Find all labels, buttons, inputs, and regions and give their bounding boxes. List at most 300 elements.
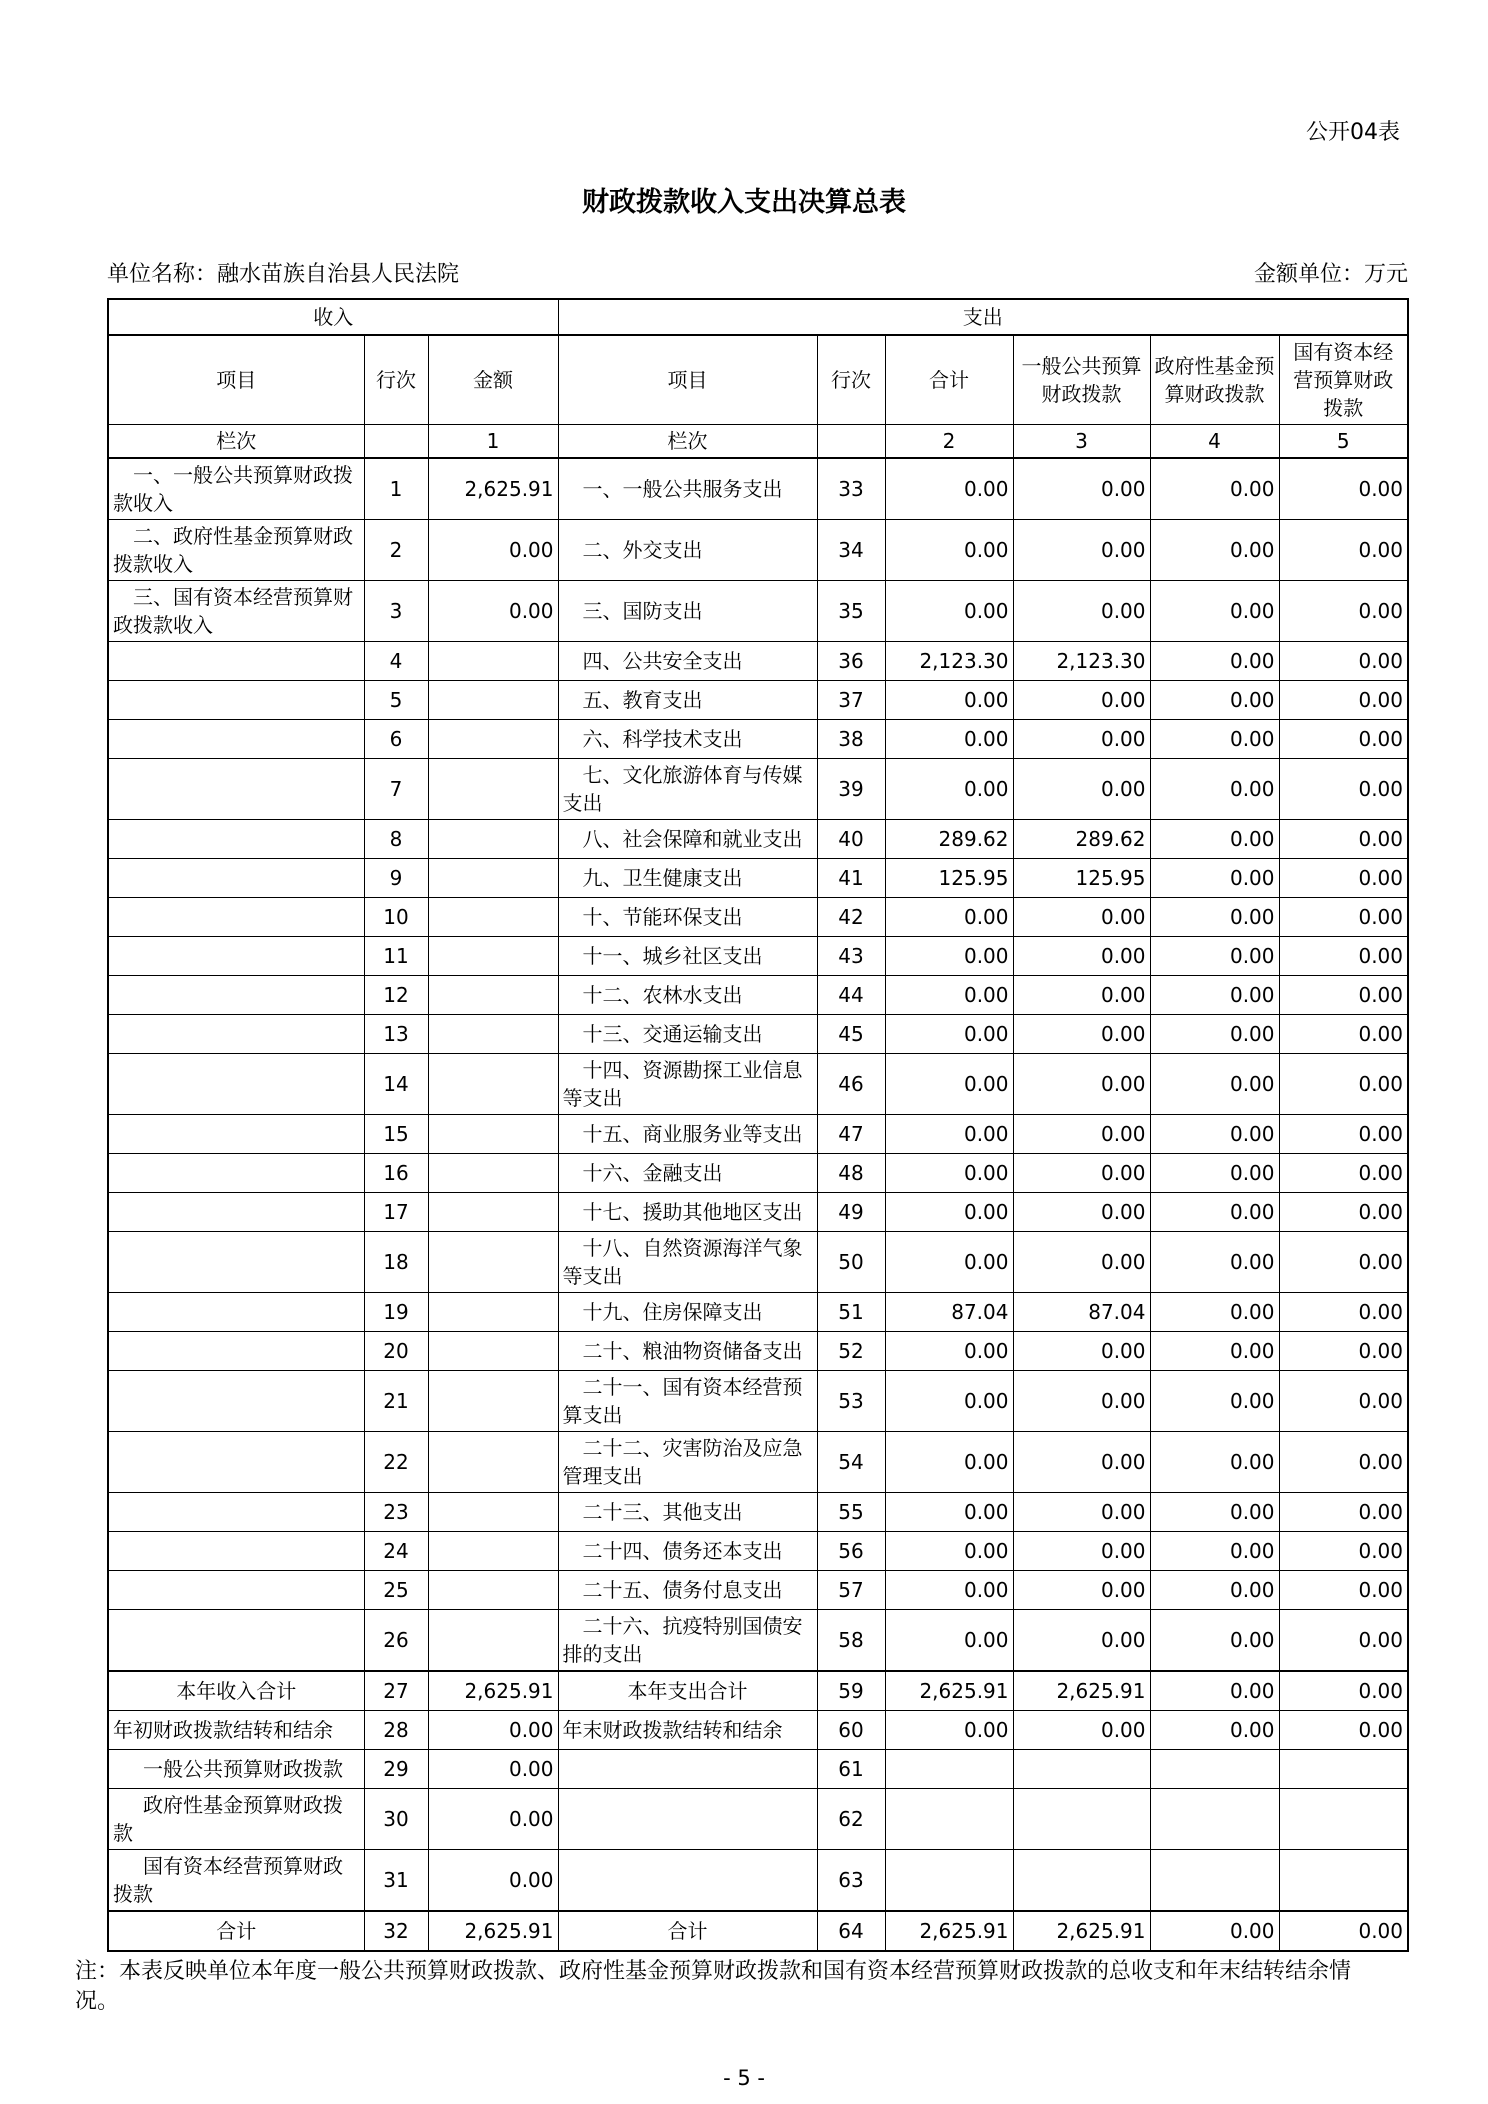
income-amount-cell xyxy=(428,1232,558,1293)
expense-line-cell: 63 xyxy=(817,1850,885,1912)
income-line-cell: 30 xyxy=(364,1789,428,1850)
expense-line-cell: 44 xyxy=(817,976,885,1015)
income-line-cell: 19 xyxy=(364,1293,428,1332)
expense-govfund-cell: 0.00 xyxy=(1150,1015,1279,1054)
expense-total-cell: 2,625.91 xyxy=(885,1671,1013,1711)
table-row xyxy=(108,1054,1408,1115)
expense-statecap-cell: 0.00 xyxy=(1279,1015,1408,1054)
expense-line-cell: 59 xyxy=(817,1671,885,1711)
expense-govfund-index: 4 xyxy=(1150,425,1279,459)
table-row xyxy=(108,1750,1408,1789)
income-amount-cell xyxy=(428,1154,558,1193)
expense-total-cell: 289.62 xyxy=(885,820,1013,859)
expense-general-cell: 0.00 xyxy=(1013,1332,1150,1371)
income-item-cell xyxy=(108,1432,364,1493)
income-line-cell: 29 xyxy=(364,1750,428,1789)
expense-general-cell: 0.00 xyxy=(1013,581,1150,642)
expense-item-cell: 二十五、债务付息支出 xyxy=(558,1571,817,1610)
income-amount-cell xyxy=(428,859,558,898)
expense-line-cell: 53 xyxy=(817,1371,885,1432)
expense-item-cell: 二十四、债务还本支出 xyxy=(558,1532,817,1571)
expense-item-cell: 十九、住房保障支出 xyxy=(558,1293,817,1332)
income-amount-cell: 0.00 xyxy=(428,520,558,581)
income-item-cell xyxy=(108,976,364,1015)
expense-general-cell: 0.00 xyxy=(1013,1054,1150,1115)
expense-line-cell: 61 xyxy=(817,1750,885,1789)
income-item-cell xyxy=(108,1193,364,1232)
expense-item-cell: 八、社会保障和就业支出 xyxy=(558,820,817,859)
income-item-cell xyxy=(108,898,364,937)
expense-statecap-cell: 0.00 xyxy=(1279,1911,1408,1951)
table-row xyxy=(108,898,1408,937)
expense-item-cell: 十三、交通运输支出 xyxy=(558,1015,817,1054)
income-line-cell: 16 xyxy=(364,1154,428,1193)
expense-line-cell: 62 xyxy=(817,1789,885,1850)
expense-govfund-cell: 0.00 xyxy=(1150,1332,1279,1371)
income-amount-cell xyxy=(428,1115,558,1154)
income-line-cell: 20 xyxy=(364,1332,428,1371)
expense-govfund-cell: 0.00 xyxy=(1150,1711,1279,1750)
expense-statecap-cell: 0.00 xyxy=(1279,937,1408,976)
expense-total-cell xyxy=(885,1750,1013,1789)
income-item-cell: 二、政府性基金预算财政拨款收入 xyxy=(108,520,364,581)
expense-line-cell: 52 xyxy=(817,1332,885,1371)
table-row xyxy=(108,1193,1408,1232)
income-amount-cell xyxy=(428,898,558,937)
expense-statecap-cell: 0.00 xyxy=(1279,681,1408,720)
table-row xyxy=(108,1293,1408,1332)
expense-statecap-cell: 0.00 xyxy=(1279,1371,1408,1432)
expense-govfund-cell: 0.00 xyxy=(1150,642,1279,681)
expense-item-cell: 十七、援助其他地区支出 xyxy=(558,1193,817,1232)
expense-line-cell: 60 xyxy=(817,1711,885,1750)
expense-item-cell: 六、科学技术支出 xyxy=(558,720,817,759)
income-amount-cell: 0.00 xyxy=(428,581,558,642)
expense-statecap-cell: 0.00 xyxy=(1279,898,1408,937)
income-line-cell: 24 xyxy=(364,1532,428,1571)
expense-item-cell: 十八、自然资源海洋气象等支出 xyxy=(558,1232,817,1293)
expense-total-cell: 0.00 xyxy=(885,1193,1013,1232)
table-row xyxy=(108,1671,1408,1711)
table-row xyxy=(108,759,1408,820)
expense-total-cell: 0.00 xyxy=(885,1432,1013,1493)
expense-line-cell: 45 xyxy=(817,1015,885,1054)
income-amount-cell: 2,625.91 xyxy=(428,1671,558,1711)
income-item-cell xyxy=(108,642,364,681)
table-row xyxy=(108,1789,1408,1850)
income-line-index xyxy=(364,425,428,459)
expense-general-cell: 2,625.91 xyxy=(1013,1671,1150,1711)
expense-total-cell: 0.00 xyxy=(885,898,1013,937)
income-amount-cell xyxy=(428,1493,558,1532)
expense-general-cell xyxy=(1013,1750,1150,1789)
expense-statecap-cell: 0.00 xyxy=(1279,1610,1408,1672)
expense-item-cell: 二十、粮油物资储备支出 xyxy=(558,1332,817,1371)
table-body xyxy=(108,458,1408,1951)
income-amount-cell xyxy=(428,1193,558,1232)
expense-statecap-cell: 0.00 xyxy=(1279,1115,1408,1154)
income-amount-index: 1 xyxy=(428,425,558,459)
expense-statecap-cell: 0.00 xyxy=(1279,642,1408,681)
table-row xyxy=(108,1532,1408,1571)
expense-govfund-cell: 0.00 xyxy=(1150,1911,1279,1951)
table-row xyxy=(108,1911,1408,1951)
expense-statecap-cell: 0.00 xyxy=(1279,1493,1408,1532)
income-amount-header: 金额 xyxy=(428,335,558,425)
expense-statecap-cell: 0.00 xyxy=(1279,581,1408,642)
doc-tag: 公开04表 xyxy=(1306,120,1400,145)
expense-statecap-cell: 0.00 xyxy=(1279,1571,1408,1610)
expense-item-cell: 五、教育支出 xyxy=(558,681,817,720)
expense-statecap-cell: 0.00 xyxy=(1279,1232,1408,1293)
expense-general-cell: 0.00 xyxy=(1013,458,1150,520)
table-row xyxy=(108,1493,1408,1532)
income-item-cell xyxy=(108,1610,364,1672)
expense-general-cell: 0.00 xyxy=(1013,1193,1150,1232)
expense-govfund-cell: 0.00 xyxy=(1150,1154,1279,1193)
expense-govfund-cell: 0.00 xyxy=(1150,1115,1279,1154)
expense-govfund-cell: 0.00 xyxy=(1150,1493,1279,1532)
expense-govfund-cell: 0.00 xyxy=(1150,1610,1279,1672)
income-item-cell xyxy=(108,1371,364,1432)
income-item-cell xyxy=(108,820,364,859)
expense-general-cell: 289.62 xyxy=(1013,820,1150,859)
expense-total-cell: 0.00 xyxy=(885,581,1013,642)
income-item-cell xyxy=(108,1232,364,1293)
expense-statecap-cell: 0.00 xyxy=(1279,720,1408,759)
income-line-cell: 9 xyxy=(364,859,428,898)
expense-line-cell: 46 xyxy=(817,1054,885,1115)
expense-item-cell: 三、国防支出 xyxy=(558,581,817,642)
expense-govfund-cell: 0.00 xyxy=(1150,820,1279,859)
expense-total-cell: 0.00 xyxy=(885,1571,1013,1610)
income-item-cell xyxy=(108,1015,364,1054)
expense-general-cell: 0.00 xyxy=(1013,1711,1150,1750)
income-item-cell: 国有资本经营预算财政拨款 xyxy=(108,1850,364,1912)
income-line-cell: 32 xyxy=(364,1911,428,1951)
income-line-cell: 5 xyxy=(364,681,428,720)
expense-statecap-index: 5 xyxy=(1279,425,1408,459)
expense-general-cell: 125.95 xyxy=(1013,859,1150,898)
table-row xyxy=(108,1850,1408,1912)
meta-row xyxy=(107,260,1408,290)
table-row xyxy=(108,520,1408,581)
expense-govfund-cell: 0.00 xyxy=(1150,1193,1279,1232)
group-header-row xyxy=(108,299,1408,335)
expense-general-cell xyxy=(1013,1850,1150,1912)
expense-total-cell xyxy=(885,1850,1013,1912)
expense-statecap-cell: 0.00 xyxy=(1279,458,1408,520)
income-line-cell: 3 xyxy=(364,581,428,642)
expense-total-cell: 2,625.91 xyxy=(885,1911,1013,1951)
expense-general-cell: 0.00 xyxy=(1013,898,1150,937)
expense-total-cell: 0.00 xyxy=(885,759,1013,820)
expense-statecap-cell: 0.00 xyxy=(1279,1293,1408,1332)
expense-total-cell: 0.00 xyxy=(885,937,1013,976)
expense-item-header: 项目 xyxy=(558,335,817,425)
income-line-cell: 1 xyxy=(364,458,428,520)
expense-govfund-cell: 0.00 xyxy=(1150,1371,1279,1432)
income-item-cell: 合计 xyxy=(108,1911,364,1951)
expense-govfund-cell: 0.00 xyxy=(1150,1532,1279,1571)
income-item-cell: 年初财政拨款结转和结余 xyxy=(108,1711,364,1750)
income-amount-cell xyxy=(428,1015,558,1054)
expense-statecap-cell xyxy=(1279,1750,1408,1789)
expense-general-cell: 0.00 xyxy=(1013,1493,1150,1532)
income-item-index: 栏次 xyxy=(108,425,364,459)
expense-govfund-cell: 0.00 xyxy=(1150,1571,1279,1610)
expense-total-cell: 87.04 xyxy=(885,1293,1013,1332)
expense-item-cell: 二十一、国有资本经营预算支出 xyxy=(558,1371,817,1432)
expense-item-cell: 一、一般公共服务支出 xyxy=(558,458,817,520)
expense-line-cell: 56 xyxy=(817,1532,885,1571)
expense-total-cell: 0.00 xyxy=(885,1054,1013,1115)
expense-general-cell: 0.00 xyxy=(1013,1232,1150,1293)
expense-line-cell: 37 xyxy=(817,681,885,720)
income-amount-cell: 2,625.91 xyxy=(428,1911,558,1951)
income-amount-cell xyxy=(428,976,558,1015)
expense-general-cell: 0.00 xyxy=(1013,720,1150,759)
table-row xyxy=(108,642,1408,681)
expense-govfund-cell: 0.00 xyxy=(1150,1432,1279,1493)
income-item-cell xyxy=(108,1054,364,1115)
income-line-cell: 21 xyxy=(364,1371,428,1432)
income-amount-cell xyxy=(428,1293,558,1332)
income-line-cell: 28 xyxy=(364,1711,428,1750)
expense-line-index xyxy=(817,425,885,459)
expense-total-cell: 2,123.30 xyxy=(885,642,1013,681)
table-row xyxy=(108,1015,1408,1054)
expense-item-cell: 合计 xyxy=(558,1911,817,1951)
income-line-cell: 25 xyxy=(364,1571,428,1610)
expense-line-cell: 49 xyxy=(817,1193,885,1232)
expense-govfund-cell: 0.00 xyxy=(1150,859,1279,898)
income-amount-cell: 2,625.91 xyxy=(428,458,558,520)
expense-line-cell: 34 xyxy=(817,520,885,581)
income-line-cell: 14 xyxy=(364,1054,428,1115)
expense-line-cell: 36 xyxy=(817,642,885,681)
expense-statecap-cell: 0.00 xyxy=(1279,976,1408,1015)
expense-govfund-cell: 0.00 xyxy=(1150,681,1279,720)
expense-general-cell: 2,123.30 xyxy=(1013,642,1150,681)
expense-govfund-cell: 0.00 xyxy=(1150,1293,1279,1332)
expense-line-cell: 57 xyxy=(817,1571,885,1610)
table-row xyxy=(108,1711,1408,1750)
income-amount-cell xyxy=(428,642,558,681)
expense-total-cell: 0.00 xyxy=(885,1015,1013,1054)
income-amount-cell xyxy=(428,820,558,859)
expense-item-cell: 二十六、抗疫特别国债安排的支出 xyxy=(558,1610,817,1672)
income-item-header: 项目 xyxy=(108,335,364,425)
income-line-cell: 31 xyxy=(364,1850,428,1912)
expense-item-index: 栏次 xyxy=(558,425,817,459)
expense-total-cell: 0.00 xyxy=(885,681,1013,720)
income-line-header: 行次 xyxy=(364,335,428,425)
expense-govfund-cell xyxy=(1150,1850,1279,1912)
expense-general-cell: 0.00 xyxy=(1013,1154,1150,1193)
expense-statecap-cell: 0.00 xyxy=(1279,1432,1408,1493)
income-item-cell xyxy=(108,681,364,720)
expense-line-cell: 33 xyxy=(817,458,885,520)
expense-line-cell: 48 xyxy=(817,1154,885,1193)
expense-statecap-cell: 0.00 xyxy=(1279,1332,1408,1371)
expense-item-cell: 十五、商业服务业等支出 xyxy=(558,1115,817,1154)
income-line-cell: 4 xyxy=(364,642,428,681)
table-row xyxy=(108,1371,1408,1432)
expense-item-cell: 十二、农林水支出 xyxy=(558,976,817,1015)
expense-total-cell: 125.95 xyxy=(885,859,1013,898)
income-line-cell: 7 xyxy=(364,759,428,820)
income-amount-cell xyxy=(428,1432,558,1493)
table-row xyxy=(108,820,1408,859)
expense-item-cell: 四、公共安全支出 xyxy=(558,642,817,681)
table-row xyxy=(108,458,1408,520)
expense-general-cell: 0.00 xyxy=(1013,1115,1150,1154)
income-amount-cell xyxy=(428,1371,558,1432)
income-item-cell: 本年收入合计 xyxy=(108,1671,364,1711)
income-line-cell: 23 xyxy=(364,1493,428,1532)
income-amount-cell xyxy=(428,1332,558,1371)
expense-line-cell: 42 xyxy=(817,898,885,937)
expense-general-cell: 0.00 xyxy=(1013,937,1150,976)
income-line-cell: 17 xyxy=(364,1193,428,1232)
expense-line-cell: 47 xyxy=(817,1115,885,1154)
expense-line-cell: 40 xyxy=(817,820,885,859)
expense-statecap-cell: 0.00 xyxy=(1279,1532,1408,1571)
expense-statecap-cell: 0.00 xyxy=(1279,759,1408,820)
expense-general-index: 3 xyxy=(1013,425,1150,459)
expense-item-cell: 二、外交支出 xyxy=(558,520,817,581)
income-line-cell: 26 xyxy=(364,1610,428,1672)
expense-total-header: 合计 xyxy=(885,335,1013,425)
income-amount-cell: 0.00 xyxy=(428,1750,558,1789)
income-item-cell xyxy=(108,1571,364,1610)
income-item-cell xyxy=(108,1332,364,1371)
expense-line-cell: 38 xyxy=(817,720,885,759)
table-row xyxy=(108,1571,1408,1610)
expense-govfund-cell: 0.00 xyxy=(1150,1671,1279,1711)
expense-general-cell: 0.00 xyxy=(1013,1610,1150,1672)
expense-line-cell: 35 xyxy=(817,581,885,642)
income-item-cell xyxy=(108,759,364,820)
table-row xyxy=(108,1154,1408,1193)
expense-item-cell: 十、节能环保支出 xyxy=(558,898,817,937)
page-title: 财政拨款收入支出决算总表 xyxy=(582,187,906,218)
income-line-cell: 8 xyxy=(364,820,428,859)
column-index-row xyxy=(108,425,1408,459)
income-line-cell: 12 xyxy=(364,976,428,1015)
expense-line-cell: 41 xyxy=(817,859,885,898)
expense-statecap-cell: 0.00 xyxy=(1279,820,1408,859)
expense-statecap-header: 国有资本经营预算财政拨款 xyxy=(1279,335,1408,425)
expense-govfund-cell: 0.00 xyxy=(1150,458,1279,520)
income-item-cell xyxy=(108,1115,364,1154)
income-item-cell xyxy=(108,1493,364,1532)
expense-govfund-cell: 0.00 xyxy=(1150,720,1279,759)
income-amount-cell: 0.00 xyxy=(428,1789,558,1850)
income-amount-cell xyxy=(428,1571,558,1610)
expense-total-cell: 0.00 xyxy=(885,1493,1013,1532)
income-amount-cell xyxy=(428,681,558,720)
expense-govfund-cell: 0.00 xyxy=(1150,1232,1279,1293)
expense-item-cell: 年末财政拨款结转和结余 xyxy=(558,1711,817,1750)
expense-total-cell xyxy=(885,1789,1013,1850)
income-line-cell: 10 xyxy=(364,898,428,937)
expense-item-cell: 九、卫生健康支出 xyxy=(558,859,817,898)
income-item-cell: 一般公共预算财政拨款 xyxy=(108,1750,364,1789)
expense-statecap-cell: 0.00 xyxy=(1279,520,1408,581)
table-row xyxy=(108,681,1408,720)
expense-line-cell: 51 xyxy=(817,1293,885,1332)
income-line-cell: 2 xyxy=(364,520,428,581)
expense-item-cell: 十一、城乡社区支出 xyxy=(558,937,817,976)
expense-general-header: 一般公共预算财政拨款 xyxy=(1013,335,1150,425)
income-item-cell xyxy=(108,1154,364,1193)
expense-item-cell: 二十三、其他支出 xyxy=(558,1493,817,1532)
income-amount-cell xyxy=(428,1532,558,1571)
income-line-cell: 13 xyxy=(364,1015,428,1054)
income-line-cell: 15 xyxy=(364,1115,428,1154)
table-row xyxy=(108,1232,1408,1293)
expense-line-cell: 43 xyxy=(817,937,885,976)
expense-govfund-cell: 0.00 xyxy=(1150,1054,1279,1115)
expense-govfund-cell: 0.00 xyxy=(1150,976,1279,1015)
table-row xyxy=(108,859,1408,898)
expense-govfund-cell: 0.00 xyxy=(1150,937,1279,976)
expense-item-cell: 二十二、灾害防治及应急管理支出 xyxy=(558,1432,817,1493)
unit-name: 单位名称：融水苗族自治县人民法院 xyxy=(107,262,460,287)
table-row xyxy=(108,720,1408,759)
amount-unit: 金额单位：万元 xyxy=(1253,262,1408,287)
expense-govfund-cell xyxy=(1150,1750,1279,1789)
expense-item-cell xyxy=(558,1850,817,1912)
expense-general-cell: 0.00 xyxy=(1013,1532,1150,1571)
expense-total-cell: 0.00 xyxy=(885,1332,1013,1371)
table-row xyxy=(108,1115,1408,1154)
expense-general-cell: 0.00 xyxy=(1013,1432,1150,1493)
expense-statecap-cell: 0.00 xyxy=(1279,1193,1408,1232)
income-line-cell: 11 xyxy=(364,937,428,976)
income-amount-cell xyxy=(428,759,558,820)
expense-total-cell: 0.00 xyxy=(885,1532,1013,1571)
income-amount-cell xyxy=(428,1610,558,1672)
expense-item-cell: 七、文化旅游体育与传媒支出 xyxy=(558,759,817,820)
expense-line-cell: 58 xyxy=(817,1610,885,1672)
income-item-cell xyxy=(108,859,364,898)
expense-govfund-cell: 0.00 xyxy=(1150,898,1279,937)
income-line-cell: 18 xyxy=(364,1232,428,1293)
expense-govfund-header: 政府性基金预算财政拨款 xyxy=(1150,335,1279,425)
expense-govfund-cell: 0.00 xyxy=(1150,520,1279,581)
expense-general-cell: 0.00 xyxy=(1013,681,1150,720)
footnote: 注：本表反映单位本年度一般公共预算财政拨款、政府性基金预算财政拨款和国有资本经营预算财政拨款的总收支和年末结转结余情况。 xyxy=(75,1959,1352,2014)
page-number: - 5 - xyxy=(723,2066,765,2090)
expense-line-header: 行次 xyxy=(817,335,885,425)
expense-govfund-cell: 0.00 xyxy=(1150,759,1279,820)
expense-general-cell: 0.00 xyxy=(1013,759,1150,820)
expense-total-cell: 0.00 xyxy=(885,976,1013,1015)
expense-general-cell: 0.00 xyxy=(1013,1371,1150,1432)
expense-total-cell: 0.00 xyxy=(885,720,1013,759)
income-item-cell xyxy=(108,720,364,759)
expense-line-cell: 39 xyxy=(817,759,885,820)
income-item-cell xyxy=(108,1293,364,1332)
income-item-cell: 一、一般公共预算财政拨款收入 xyxy=(108,458,364,520)
income-item-cell: 政府性基金预算财政拨款 xyxy=(108,1789,364,1850)
expense-statecap-cell: 0.00 xyxy=(1279,1671,1408,1711)
table-row xyxy=(108,937,1408,976)
table-row xyxy=(108,1610,1408,1672)
